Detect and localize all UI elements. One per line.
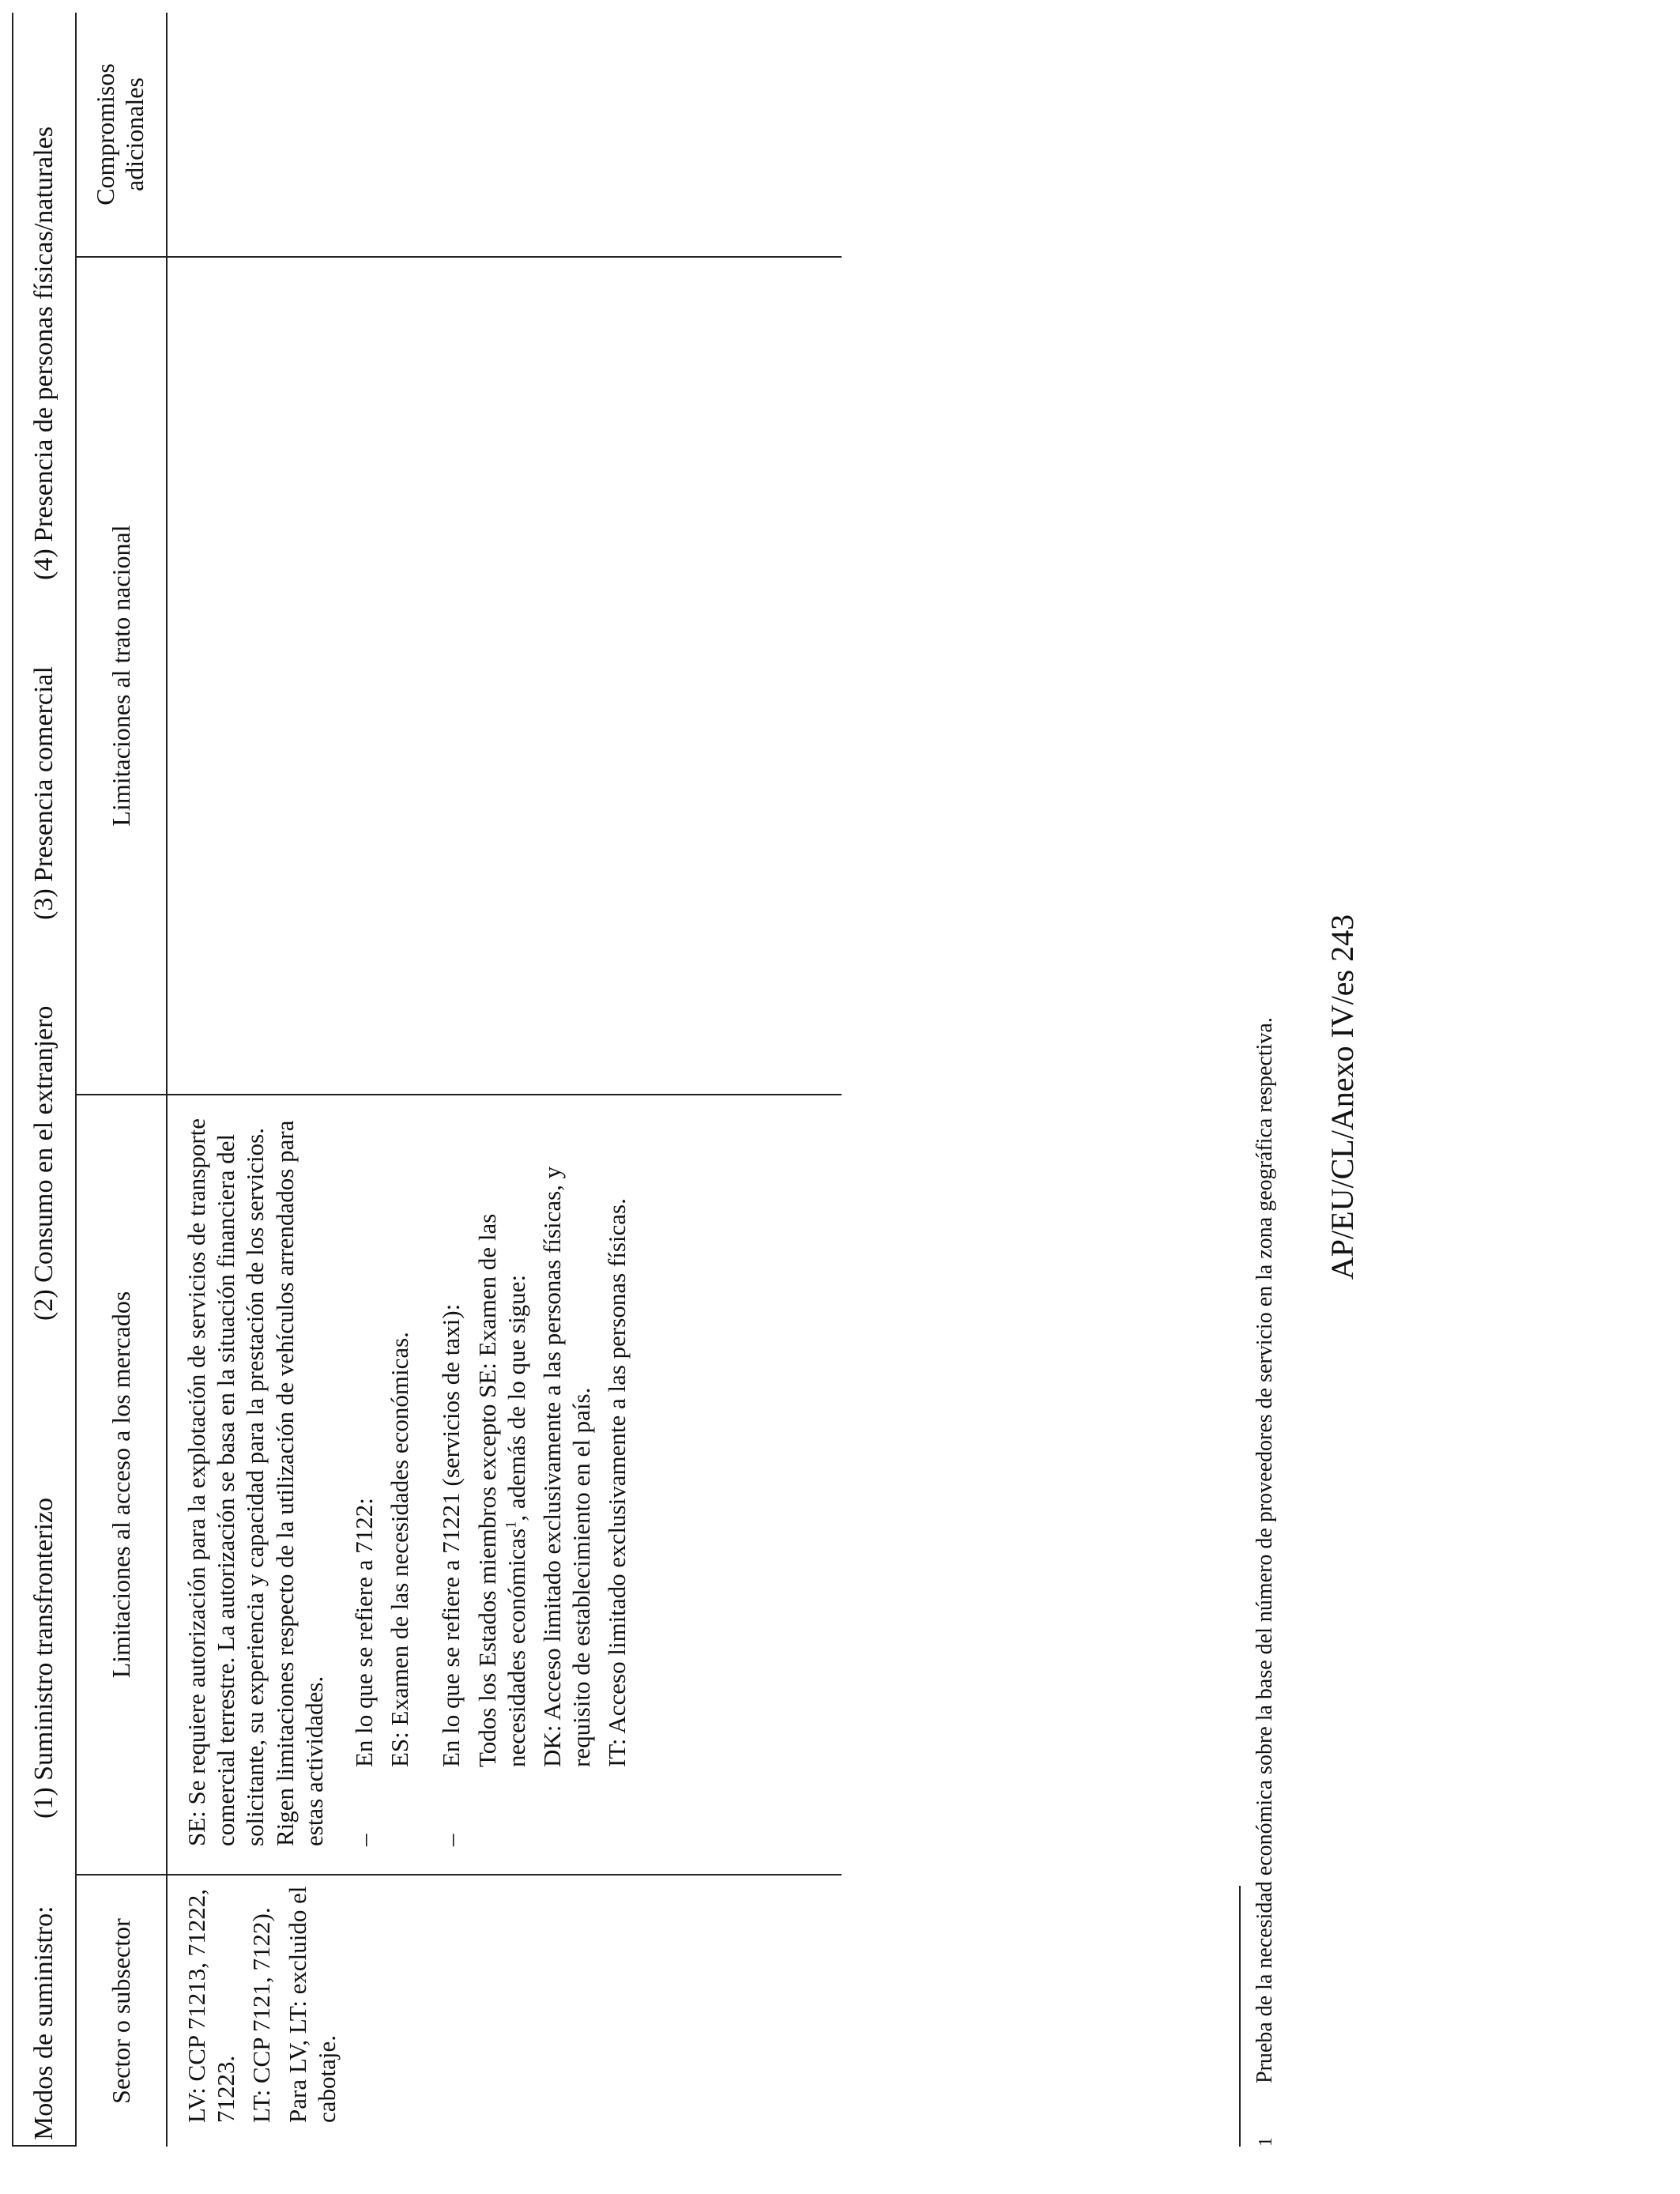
sector-lv: LV: CCP 71213, 71222, 71223. (183, 1889, 240, 2123)
footnote-text: Prueba de la necesidad económica sobre la base del número de proveedores de servicio en la zona geográfica respectiva. (1252, 1017, 1277, 2083)
item-71221-dk: DK: Acceso limitado exclusivamente a las personas físicas, y requisito de establecimiento en el país. (537, 1166, 596, 1767)
item-7122-title: En lo que se refiere a 7122: (349, 1498, 378, 1767)
mode-2: (2) Consumo en el extranjero (29, 1005, 58, 1321)
footnote (1252, 1017, 1278, 2147)
table-top-rule (12, 13, 13, 2147)
left-border (12, 2145, 75, 2147)
sector-cell (182, 1886, 348, 2123)
dash-marker: – (349, 1834, 378, 1846)
header-rule (75, 13, 77, 2147)
col-divider-1 (75, 1874, 842, 1875)
sector-lt: LT: CCP 7121, 7122). (247, 1907, 276, 2123)
list-item (349, 1111, 414, 1846)
market-access-cell (182, 1111, 639, 1846)
footnote-ref: 1 (503, 1521, 520, 1529)
column-national-treatment: Limitaciones al trato nacional (107, 525, 135, 827)
dash-marker: – (437, 1834, 465, 1846)
column-sector: Sector o subsector (107, 1918, 135, 2104)
footnote-rule (1239, 1886, 1241, 2147)
col-divider-2 (75, 1094, 842, 1095)
item-7122-es: ES: Examen de las necesidades económicas. (386, 1332, 414, 1767)
mode-3: (3) Presencia comercial (29, 666, 58, 920)
list-item (436, 1111, 631, 1846)
col-divider-3 (75, 256, 842, 258)
column-header-rule (166, 13, 168, 2147)
schedule-table (12, 13, 842, 2147)
footnote-number: 1 (1256, 2137, 1276, 2147)
sector-cabotage: Para LV, LT: excluido el cabotaje. (283, 1886, 341, 2123)
page-reference: AP/EU/CL/Anexo IV/es 243 (1324, 914, 1360, 1280)
se-authorization-text: SE: Se requiere autorización para la explotación de servicios de transporte comercial terrestre. La autorización se basa en la situación financiera del solicitante, su experiencia y capacidad para la prestación de los servicios. Rigen limitaciones respecto de la utilización de vehículos arrendados para estas actividades. (183, 1118, 328, 1846)
mode-4: (4) Presencia de personas físicas/naturales (29, 126, 58, 580)
modes-label: Modos de suministro: (29, 1906, 58, 2140)
column-additional: Compromisos adicionales (91, 63, 149, 205)
column-market-access: Limitaciones al acceso a los mercados (107, 1291, 135, 1679)
mode-1: (1) Suministro transfronterizo (29, 1497, 58, 1819)
item-71221-title: En lo que se refiere a 71221 (servicios de taxi): (437, 1303, 465, 1767)
item-71221-it: IT: Acceso limitado exclusivamente a las personas físicas. (603, 1198, 631, 1767)
item-71221-all-members: Todos los Estados miembros excepto SE: Examen de las necesidades económicas$^1$, además de lo que sigue: (473, 1213, 530, 1767)
